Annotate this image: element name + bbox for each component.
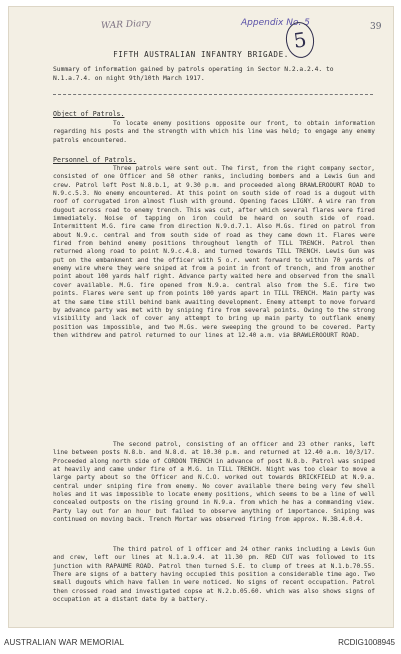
divider [53, 94, 373, 95]
archive-name: AUSTRALIAN WAR MEMORIAL [4, 638, 125, 647]
paragraph-first-patrol: Three patrols were sent out. The first, from the right company sector, consisted of one Officer and 50 other ranks, including bombers and a Lewis Gun and crew. Patrol left Post N.8.b.1, at 9.30 p.m. and proceeded along BRAWLEROOURT ROAD to N.9.c.5.3. No enemy encountered. At this point on south side of road is a dugout with roof of corrugated iron almost flush with ground. Opening faces LIGNY. A wire ran from dugout across road to enemy trench. This was cut, after which several flares were fired immediately. Noise of tapping on iron could be heard on south side of road. Intermittent M.G. fire came from direction N.9.d.7.1. Also M.Gs. fired on patrol from about N.9.c. central and from south side of road as they came down it. Flares were fired from behind enemy positions throughout length of TILL TRENCH. Patrol then returned along road to point N.9.c.4.8. and turned towards TILL TRENCH. Lewis Gun was put on the embankment and the officer with 5 o.r. went forward to within 70 yards of enemy wire where they were sniped at from a point in front of trench, and from another point about 100 yards half right. Advance party waited here and observed from the small cover available. M.G. fire opened from N.9.a. central also from the S.E. fire two points. Flares were sent up from points 100 yards apart in TILL TRENCH. Main party was at the same time still behind bank awaiting development. Enemy attempt to move forward by advance party was met with by sniping fire from several points. Owing to the strong visibility and lack of cover any attempt to bring up main party to outflank enemy position was impossible, and two M.Gs. were sweeping the ground to be covered. Party then withdrew and patrol returned to our lines at 12.40 a.m. via BRAWLEROOURT ROAD. [53, 165, 375, 339]
handwritten-annotation: WAR Diary [100, 18, 152, 32]
page-number: 39 [370, 22, 382, 32]
appendix-note: Appendix No. 5 [241, 18, 310, 28]
document-title: FIFTH AUSTRALIAN INFANTRY BRIGADE. [113, 50, 289, 59]
object-paragraph: To locate enemy positions opposite our front, to obtain information regarding his posts and the strength with which his line was held; to engage any enemy patrols encountered. [53, 120, 375, 144]
paragraph-third-patrol: The third patrol of 1 officer and 24 other ranks including a Lewis Gun and crew, left our lines at N.1.a.9.4. at 11.30 pm. RED CUT was followed to its junction with RAPAUME ROAD. Patrol then turned S.E. to clump of trees at N.1.b.70.55. There are signs of a battery having occupied this position a considerable time ago. Two small dugouts which have fallen in were noticed. No signs of recent occupation. Patrol then crossed road and investigated copse at N.2.b.05.60. which was also shows signs of occupation at a distant date by a battery. [53, 546, 375, 604]
archive-reference: RCDIG1008945 [338, 638, 395, 647]
document-summary: Summary of information gained by patrols operating in Sector N.2.a.2.4. to N.1.a.7.4. on night 9th/10th March 1917. [53, 66, 334, 82]
paragraph-second-patrol: The second patrol, consisting of an officer and 23 other ranks, left line between posts N.8.b. and N.8.d. at 10.30 p.m. and returned at 12.40 a.m. 10/3/17. Proceeded along north side of CORDON TRENCH in advance of post N.8.b. Patrol was sniped at heavily and came under fire of a M.G. in TILL TRENCH. Night was too clear to move a large party about so the Officer and N.C.O. worked out towards BRICKFIELD at N.9.a. central under sniping fire from enemy. No cover available there being very few shell holes and it was impossible to locate enemy positions, which seems to be a line of well concealed outposts on the rising ground in N.9.a. from which he has a commanding view. Party lay out for an hour but failed to observe anything of importance. Sniping was continued on moving back. Trench Mortar was observed firing from approx. N.3B.4.0.4. [53, 441, 375, 524]
personnel-heading: Personnel of Patrols. [53, 156, 137, 164]
document-page [8, 6, 394, 628]
circled-number: 5 [284, 20, 317, 60]
archive-footer [0, 632, 401, 654]
object-heading: Object of Patrols. [53, 110, 125, 118]
